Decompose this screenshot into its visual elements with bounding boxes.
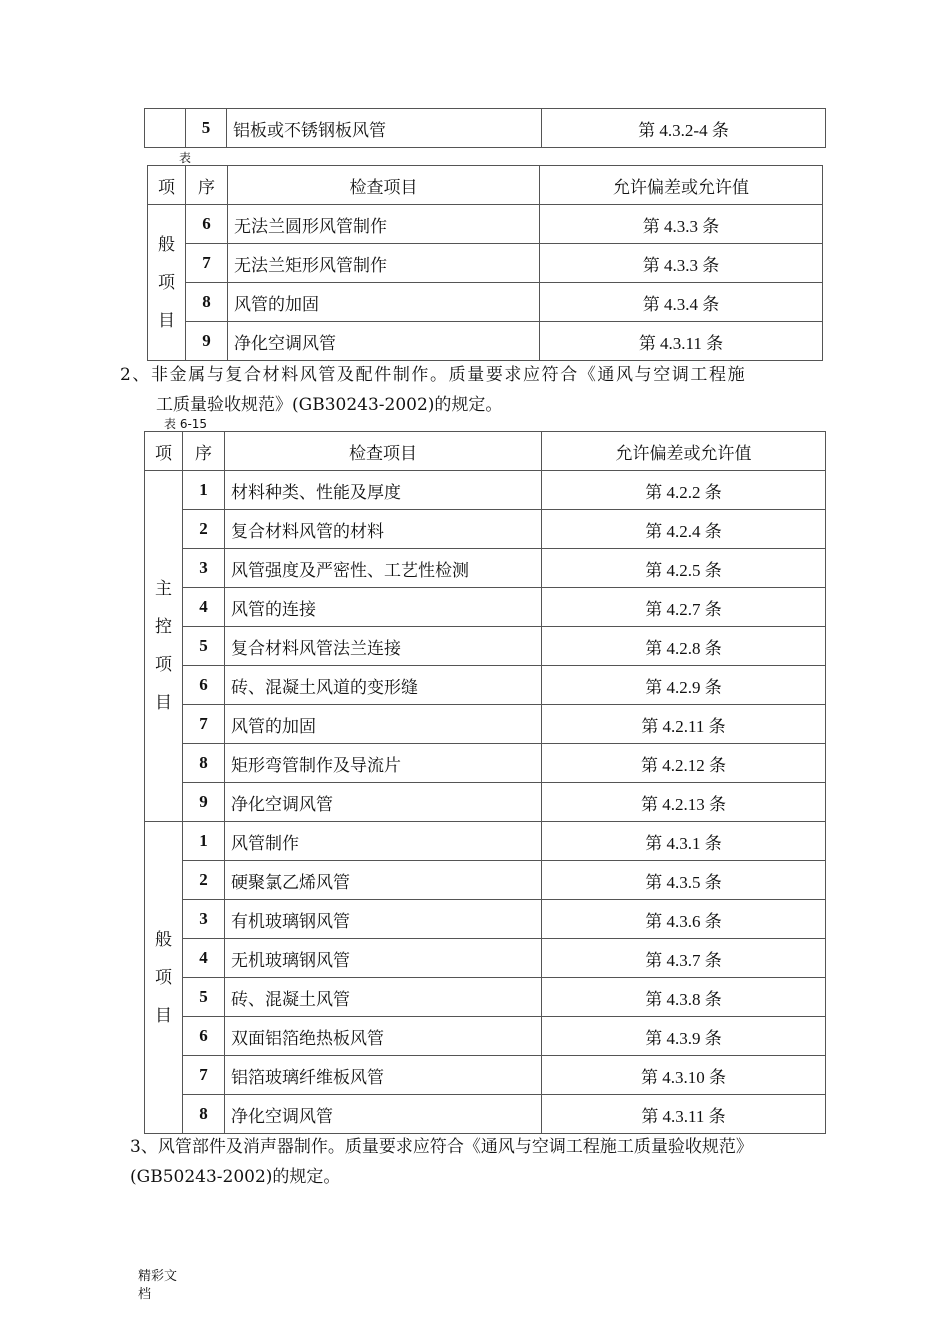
row-number: 7	[186, 244, 228, 283]
check-item: 无机玻璃钢风管	[225, 939, 542, 978]
check-item: 风管的加固	[225, 705, 542, 744]
check-item: 铝箔玻璃纤维板风管	[225, 1056, 542, 1095]
paragraph-2	[120, 360, 850, 420]
row-number: 7	[183, 1056, 225, 1095]
group-cell	[145, 109, 186, 148]
row-number: 1	[183, 822, 225, 861]
group-char: 般	[158, 234, 175, 255]
check-item: 风管强度及严密性、工艺性检测	[225, 549, 542, 588]
table-row	[145, 783, 826, 822]
group-char: 目	[155, 1005, 172, 1026]
header-number: 序	[183, 432, 225, 471]
allowance-value: 第 4.3.5 条	[542, 861, 826, 900]
check-item: 材料种类、性能及厚度	[225, 471, 542, 510]
row-number: 2	[183, 510, 225, 549]
row-number: 5	[183, 978, 225, 1017]
table-b	[144, 431, 826, 1134]
allowance-value: 第 4.2.7 条	[542, 588, 826, 627]
table-row	[148, 244, 823, 283]
table-row	[145, 109, 826, 148]
row-number: 9	[183, 783, 225, 822]
allowance-value: 第 4.3.3 条	[540, 205, 823, 244]
row-number: 8	[183, 744, 225, 783]
row-number: 6	[183, 666, 225, 705]
table-row	[145, 549, 826, 588]
header-allowance: 允许偏差或允许值	[540, 166, 823, 205]
row-number: 8	[186, 283, 228, 322]
header-group: 项	[148, 166, 186, 205]
allowance-value: 第 4.2.9 条	[542, 666, 826, 705]
table-row	[145, 510, 826, 549]
row-number: 4	[183, 939, 225, 978]
group-char: 项	[155, 655, 172, 675]
group-label-general	[148, 205, 186, 361]
allowance-value: 第 4.3.11 条	[540, 322, 823, 361]
group-label-main-control	[145, 471, 183, 822]
allowance-value: 第 4.3.2-4 条	[542, 109, 826, 148]
allowance-value: 第 4.3.9 条	[542, 1017, 826, 1056]
allowance-value: 第 4.2.4 条	[542, 510, 826, 549]
table-row	[145, 471, 826, 510]
table-row	[148, 205, 823, 244]
table-row	[145, 1017, 826, 1056]
paragraph-line: 3、风管部件及消声器制作。质量要求应符合《通风与空调工程施工质量验收规范》	[130, 1137, 753, 1157]
check-item: 风管的加固	[228, 283, 540, 322]
check-item: 净化空调风管	[225, 1095, 542, 1134]
allowance-value: 第 4.3.4 条	[540, 283, 823, 322]
table-row	[145, 978, 826, 1017]
row-number: 5	[183, 627, 225, 666]
group-char: 般	[155, 929, 172, 950]
allowance-value: 第 4.2.5 条	[542, 549, 826, 588]
group-char: 目	[158, 310, 175, 331]
allowance-value: 第 4.3.10 条	[542, 1056, 826, 1095]
check-item: 砖、混凝土风道的变形缝	[225, 666, 542, 705]
check-item: 有机玻璃钢风管	[225, 900, 542, 939]
allowance-value: 第 4.2.2 条	[542, 471, 826, 510]
group-char: 项	[158, 272, 175, 293]
row-number: 9	[186, 322, 228, 361]
check-item: 砖、混凝土风管	[225, 978, 542, 1017]
allowance-value: 第 4.2.11 条	[542, 705, 826, 744]
table-row	[145, 1056, 826, 1095]
table-row	[145, 1095, 826, 1134]
group-char: 项	[155, 967, 172, 988]
check-item: 风管的连接	[225, 588, 542, 627]
check-item: 无法兰圆形风管制作	[228, 205, 540, 244]
check-item: 复合材料风管的材料	[225, 510, 542, 549]
footer-note	[138, 1268, 177, 1304]
check-item: 双面铝箔绝热板风管	[225, 1017, 542, 1056]
allowance-value: 第 4.3.3 条	[540, 244, 823, 283]
table-a-caption: 表	[179, 151, 192, 165]
row-number: 7	[183, 705, 225, 744]
table-row	[145, 666, 826, 705]
table-row	[148, 322, 823, 361]
paragraph-3	[130, 1132, 840, 1192]
header-group: 项	[145, 432, 183, 471]
row-number: 3	[183, 900, 225, 939]
table-b-caption: 表 6-15	[164, 417, 208, 431]
footer-line: 精彩文	[138, 1269, 178, 1284]
table-row	[148, 283, 823, 322]
check-item: 硬聚氯乙烯风管	[225, 861, 542, 900]
allowance-value: 第 4.2.12 条	[542, 744, 826, 783]
table-row	[145, 705, 826, 744]
row-number: 3	[183, 549, 225, 588]
header-check-item: 检查项目	[228, 166, 540, 205]
group-char: 目	[155, 693, 172, 713]
check-item: 无法兰矩形风管制作	[228, 244, 540, 283]
allowance-value: 第 4.3.6 条	[542, 900, 826, 939]
table-top-fragment	[144, 108, 826, 148]
check-item: 净化空调风管	[228, 322, 540, 361]
check-item: 铝板或不锈钢板风管	[227, 109, 542, 148]
check-item: 风管制作	[225, 822, 542, 861]
check-item: 矩形弯管制作及导流片	[225, 744, 542, 783]
row-number: 6	[186, 205, 228, 244]
group-char: 主	[155, 579, 172, 599]
paragraph-line: 工质量验收规范》(GB30243-2002)的规定。	[156, 395, 503, 415]
allowance-value: 第 4.3.1 条	[542, 822, 826, 861]
allowance-value: 第 4.3.7 条	[542, 939, 826, 978]
group-char: 控	[155, 617, 172, 637]
header-check-item: 检查项目	[225, 432, 542, 471]
table-row	[145, 588, 826, 627]
table-row	[145, 627, 826, 666]
allowance-value: 第 4.2.8 条	[542, 627, 826, 666]
row-number: 5	[186, 109, 227, 148]
header-allowance: 允许偏差或允许值	[542, 432, 826, 471]
table-row	[145, 939, 826, 978]
paragraph-line: 2、非金属与复合材料风管及配件制作。质量要求应符合《通风与空调工程施	[120, 365, 747, 385]
row-number: 1	[183, 471, 225, 510]
row-number: 4	[183, 588, 225, 627]
group-label-general	[145, 822, 183, 1134]
table-header-row	[145, 432, 826, 471]
allowance-value: 第 4.3.8 条	[542, 978, 826, 1017]
row-number: 2	[183, 861, 225, 900]
footer-line: 档	[138, 1287, 152, 1302]
allowance-value: 第 4.3.11 条	[542, 1095, 826, 1134]
table-row	[145, 822, 826, 861]
paragraph-line: (GB50243-2002)的规定。	[130, 1167, 341, 1187]
table-a	[147, 165, 823, 361]
table-row	[145, 900, 826, 939]
check-item: 净化空调风管	[225, 783, 542, 822]
check-item: 复合材料风管法兰连接	[225, 627, 542, 666]
table-row	[145, 861, 826, 900]
table-header-row	[148, 166, 823, 205]
table-row	[145, 744, 826, 783]
row-number: 8	[183, 1095, 225, 1134]
allowance-value: 第 4.2.13 条	[542, 783, 826, 822]
header-number: 序	[186, 166, 228, 205]
row-number: 6	[183, 1017, 225, 1056]
